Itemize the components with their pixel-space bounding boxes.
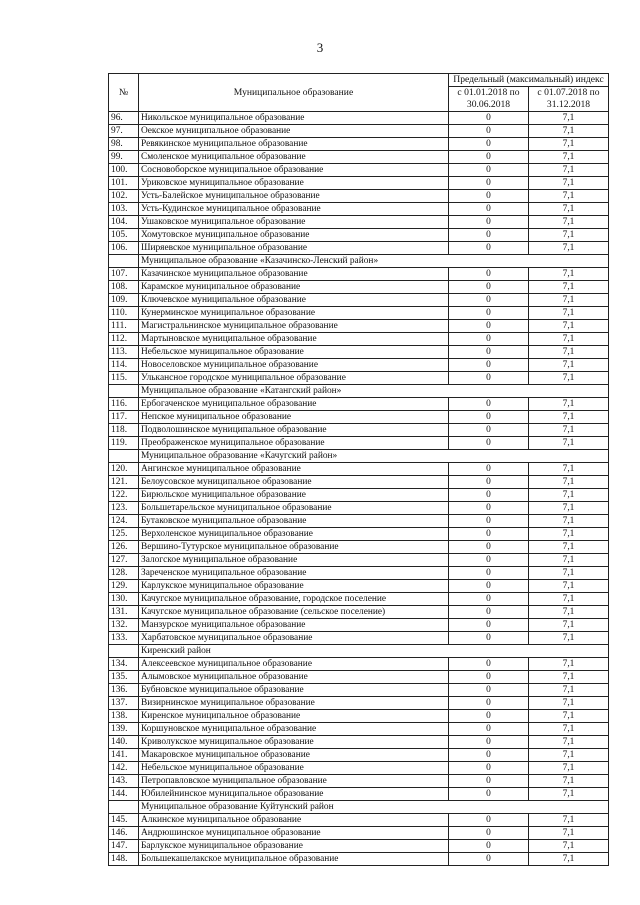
row-number: 114. [109,359,139,372]
row-number: 120. [109,463,139,476]
index-period-2: 7,1 [529,489,609,502]
municipal-index-table [108,73,609,866]
municipality-name: Качугское муниципальное образование (сельское поселение) [139,606,449,619]
row-number: 122. [109,489,139,502]
municipality-name: Мартыновское муниципальное образование [139,333,449,346]
municipality-name: Непское муниципальное образование [139,411,449,424]
municipality-name: Петропавловское муниципальное образование [139,775,449,788]
table-row [109,294,609,307]
index-period-2: 7,1 [529,112,609,125]
index-period-2: 7,1 [529,190,609,203]
row-number: 138. [109,710,139,723]
index-period-2: 7,1 [529,541,609,554]
municipality-name: Бубновское муниципальное образование [139,684,449,697]
index-period-1: 0 [449,190,529,203]
index-period-2: 7,1 [529,346,609,359]
row-number: 112. [109,333,139,346]
row-number: 125. [109,528,139,541]
municipality-name: Новоселовское муниципальное образование [139,359,449,372]
table-row [109,749,609,762]
row-number: 103. [109,203,139,216]
row-number: 107. [109,268,139,281]
municipality-name: Сосновоборское муниципальное образование [139,164,449,177]
table-row [109,346,609,359]
table-row [109,580,609,593]
table-row [109,307,609,320]
municipality-name: Большекашелакское муниципальное образование [139,853,449,866]
table-row [109,281,609,294]
municipality-name: Магистральнинское муниципальное образование [139,320,449,333]
index-period-2: 7,1 [529,229,609,242]
row-number: 102. [109,190,139,203]
index-period-1: 0 [449,853,529,866]
index-period-1: 0 [449,476,529,489]
table-row [109,619,609,632]
table-row [109,177,609,190]
table-row [109,554,609,567]
index-period-1: 0 [449,424,529,437]
page-number: 3 [316,40,324,55]
section-title: Муниципальное образование «Качугский район» [139,450,609,463]
municipality-name: Ключевское муниципальное образование [139,294,449,307]
row-number: 137. [109,697,139,710]
index-period-2: 7,1 [529,333,609,346]
index-period-1: 0 [449,125,529,138]
table-row [109,203,609,216]
table-row [109,320,609,333]
section-title: Муниципальное образование Куйтунский район [139,801,609,814]
index-period-1: 0 [449,268,529,281]
index-period-1: 0 [449,307,529,320]
index-period-1: 0 [449,294,529,307]
index-period-1: 0 [449,346,529,359]
section-number-cell [109,801,139,814]
table-row [109,476,609,489]
index-period-2: 7,1 [529,268,609,281]
table-row [109,697,609,710]
municipality-name: Хомутовское муниципальное образование [139,229,449,242]
row-number: 104. [109,216,139,229]
header-period-1: с 01.01.2018 по 30.06.2018 [449,87,529,112]
municipality-name: Карлукское муниципальное образование [139,580,449,593]
section-number-cell [109,385,139,398]
index-period-2: 7,1 [529,632,609,645]
index-period-2: 7,1 [529,840,609,853]
municipality-name: Ревякинское муниципальное образование [139,138,449,151]
table-row [109,437,609,450]
table-row [109,723,609,736]
municipality-name: Алымовское муниципальное образование [139,671,449,684]
municipality-name: Небельское муниципальное образование [139,762,449,775]
index-period-1: 0 [449,359,529,372]
index-period-2: 7,1 [529,294,609,307]
index-period-1: 0 [449,567,529,580]
row-number: 147. [109,840,139,853]
index-period-2: 7,1 [529,749,609,762]
table-row [109,762,609,775]
index-period-1: 0 [449,697,529,710]
index-period-1: 0 [449,736,529,749]
row-number: 111. [109,320,139,333]
municipality-name: Уриковское муниципальное образование [139,177,449,190]
municipality-name: Вершино-Тутурское муниципальное образование [139,541,449,554]
index-period-1: 0 [449,840,529,853]
row-number: 136. [109,684,139,697]
municipality-name: Качугское муниципальное образование, городское поселение [139,593,449,606]
row-number: 126. [109,541,139,554]
municipality-name: Андрюшинское муниципальное образование [139,827,449,840]
table-row [109,853,609,866]
section-row [109,801,609,814]
table-row [109,229,609,242]
index-period-2: 7,1 [529,567,609,580]
index-period-2: 7,1 [529,853,609,866]
row-number: 124. [109,515,139,528]
index-period-2: 7,1 [529,697,609,710]
row-number: 117. [109,411,139,424]
header-max-index: Предельный (максимальный) индекс [449,74,609,87]
row-number: 109. [109,294,139,307]
index-period-2: 7,1 [529,528,609,541]
index-period-1: 0 [449,216,529,229]
municipality-name: Подволошинское муниципальное образование [139,424,449,437]
index-period-2: 7,1 [529,736,609,749]
index-period-1: 0 [449,515,529,528]
index-period-2: 7,1 [529,827,609,840]
row-number: 105. [109,229,139,242]
index-period-2: 7,1 [529,307,609,320]
index-period-2: 7,1 [529,437,609,450]
row-number: 99. [109,151,139,164]
row-number: 100. [109,164,139,177]
index-period-2: 7,1 [529,242,609,255]
table-row [109,684,609,697]
index-period-1: 0 [449,229,529,242]
index-period-2: 7,1 [529,125,609,138]
index-period-1: 0 [449,658,529,671]
index-period-1: 0 [449,554,529,567]
municipality-name: Юбилейнинское муниципальное образование [139,788,449,801]
municipality-name: Алексеевское муниципальное образование [139,658,449,671]
index-period-2: 7,1 [529,359,609,372]
index-period-2: 7,1 [529,164,609,177]
index-period-1: 0 [449,528,529,541]
index-period-1: 0 [449,203,529,216]
row-number: 123. [109,502,139,515]
header-number: № [109,74,139,112]
section-row [109,645,609,658]
row-number: 135. [109,671,139,684]
index-period-1: 0 [449,164,529,177]
row-number: 115. [109,372,139,385]
index-period-2: 7,1 [529,658,609,671]
municipality-name: Верхоленское муниципальное образование [139,528,449,541]
index-period-2: 7,1 [529,177,609,190]
row-number: 148. [109,853,139,866]
row-number: 118. [109,424,139,437]
index-period-1: 0 [449,710,529,723]
table-row [109,125,609,138]
index-period-2: 7,1 [529,580,609,593]
index-period-2: 7,1 [529,476,609,489]
index-period-2: 7,1 [529,203,609,216]
index-period-2: 7,1 [529,619,609,632]
row-number: 132. [109,619,139,632]
table-row [109,164,609,177]
index-period-2: 7,1 [529,372,609,385]
index-period-1: 0 [449,411,529,424]
row-number: 96. [109,112,139,125]
table-row [109,606,609,619]
index-period-1: 0 [449,580,529,593]
municipality-name: Залогское муниципальное образование [139,554,449,567]
table-row [109,658,609,671]
index-period-1: 0 [449,593,529,606]
table-row [109,151,609,164]
municipality-name: Преображенское муниципальное образование [139,437,449,450]
index-period-1: 0 [449,138,529,151]
index-period-1: 0 [449,684,529,697]
municipality-name: Манзурское муниципальное образование [139,619,449,632]
table-row [109,242,609,255]
index-period-2: 7,1 [529,151,609,164]
section-row [109,450,609,463]
row-number: 119. [109,437,139,450]
row-number: 101. [109,177,139,190]
table-row [109,424,609,437]
row-number: 98. [109,138,139,151]
municipality-name: Кунерминское муниципальное образование [139,307,449,320]
index-period-1: 0 [449,502,529,515]
index-period-1: 0 [449,723,529,736]
index-period-2: 7,1 [529,138,609,151]
municipality-name: Улькансное городское муниципальное образование [139,372,449,385]
municipality-name: Никольское муниципальное образование [139,112,449,125]
row-number: 140. [109,736,139,749]
index-period-2: 7,1 [529,320,609,333]
table-row [109,840,609,853]
row-number: 142. [109,762,139,775]
municipality-name: Оекское муниципальное образование [139,125,449,138]
municipality-name: Барлукское муниципальное образование [139,840,449,853]
table-row [109,788,609,801]
index-period-2: 7,1 [529,723,609,736]
index-period-1: 0 [449,606,529,619]
row-number: 133. [109,632,139,645]
row-number: 127. [109,554,139,567]
index-period-2: 7,1 [529,788,609,801]
header-municipality: Муниципальное образование [139,74,449,112]
index-period-2: 7,1 [529,775,609,788]
table-header [109,74,609,112]
row-number: 108. [109,281,139,294]
municipality-name: Ушаковское муниципальное образование [139,216,449,229]
index-period-1: 0 [449,151,529,164]
row-number: 131. [109,606,139,619]
section-number-cell [109,645,139,658]
header-period-2: с 01.07.2018 по 31.12.2018 [529,87,609,112]
section-number-cell [109,450,139,463]
index-period-1: 0 [449,489,529,502]
table-row [109,528,609,541]
section-title: Муниципальное образование «Казачинско-Ленский район» [139,255,609,268]
index-period-2: 7,1 [529,424,609,437]
index-period-2: 7,1 [529,593,609,606]
municipality-name: Карамское муниципальное образование [139,281,449,294]
municipality-name: Криволукское муниципальное образование [139,736,449,749]
municipality-name: Большетарельское муниципальное образование [139,502,449,515]
index-period-1: 0 [449,398,529,411]
table-row [109,671,609,684]
index-period-1: 0 [449,827,529,840]
index-period-1: 0 [449,788,529,801]
table-row [109,372,609,385]
row-number: 121. [109,476,139,489]
index-period-2: 7,1 [529,216,609,229]
index-period-2: 7,1 [529,684,609,697]
municipality-name: Визирнинское муниципальное образование [139,697,449,710]
table-row [109,463,609,476]
row-number: 134. [109,658,139,671]
row-number: 128. [109,567,139,580]
row-number: 116. [109,398,139,411]
section-row [109,255,609,268]
index-period-1: 0 [449,541,529,554]
index-period-2: 7,1 [529,502,609,515]
section-row [109,385,609,398]
section-title: Муниципальное образование «Катангский район» [139,385,609,398]
row-number: 113. [109,346,139,359]
municipality-name: Белоусовское муниципальное образование [139,476,449,489]
table-row [109,775,609,788]
index-period-1: 0 [449,671,529,684]
table-row [109,515,609,528]
index-period-1: 0 [449,619,529,632]
row-number: 139. [109,723,139,736]
table-row [109,333,609,346]
index-period-2: 7,1 [529,463,609,476]
table-row [109,190,609,203]
municipality-name: Макаровское муниципальное образование [139,749,449,762]
row-number: 97. [109,125,139,138]
municipality-name: Ербогаченское муниципальное образование [139,398,449,411]
index-period-1: 0 [449,632,529,645]
table-row [109,502,609,515]
table-body [109,112,609,866]
row-number: 110. [109,307,139,320]
index-period-1: 0 [449,320,529,333]
table-row [109,736,609,749]
index-period-2: 7,1 [529,671,609,684]
index-period-2: 7,1 [529,710,609,723]
index-period-1: 0 [449,242,529,255]
municipality-name: Небельское муниципальное образование [139,346,449,359]
table-row [109,359,609,372]
index-period-2: 7,1 [529,814,609,827]
row-number: 145. [109,814,139,827]
table-row [109,567,609,580]
index-period-1: 0 [449,762,529,775]
index-period-1: 0 [449,814,529,827]
municipality-name: Коршуновское муниципальное образование [139,723,449,736]
municipality-name: Казачинское муниципальное образование [139,268,449,281]
row-number: 130. [109,593,139,606]
row-number: 129. [109,580,139,593]
index-period-1: 0 [449,775,529,788]
municipality-name: Усть-Балейское муниципальное образование [139,190,449,203]
row-number: 141. [109,749,139,762]
index-period-2: 7,1 [529,398,609,411]
table-row [109,593,609,606]
index-period-2: 7,1 [529,411,609,424]
municipality-name: Ширяевское муниципальное образование [139,242,449,255]
index-period-2: 7,1 [529,515,609,528]
municipality-name: Алкинское муниципальное образование [139,814,449,827]
table-row [109,216,609,229]
municipality-name: Бирюльское муниципальное образование [139,489,449,502]
municipality-name: Ангинское муниципальное образование [139,463,449,476]
index-period-2: 7,1 [529,554,609,567]
table-row [109,398,609,411]
index-period-1: 0 [449,749,529,762]
row-number: 146. [109,827,139,840]
table-row [109,710,609,723]
municipality-name: Усть-Кудинское муниципальное образование [139,203,449,216]
row-number: 143. [109,775,139,788]
municipality-name: Бутаковское муниципальное образование [139,515,449,528]
table-row [109,814,609,827]
section-title: Киренский район [139,645,609,658]
row-number: 144. [109,788,139,801]
table-row [109,112,609,125]
section-number-cell [109,255,139,268]
municipality-name: Харбатовское муниципальное образование [139,632,449,645]
index-period-1: 0 [449,112,529,125]
table-row [109,541,609,554]
index-period-1: 0 [449,463,529,476]
table-row [109,268,609,281]
index-period-1: 0 [449,177,529,190]
municipality-name: Смоленское муниципальное образование [139,151,449,164]
index-period-1: 0 [449,281,529,294]
index-period-1: 0 [449,372,529,385]
table-row [109,489,609,502]
table-row [109,632,609,645]
index-period-1: 0 [449,333,529,346]
index-period-2: 7,1 [529,762,609,775]
index-period-2: 7,1 [529,281,609,294]
municipality-name: Зареченское муниципальное образование [139,567,449,580]
table-row [109,138,609,151]
index-period-2: 7,1 [529,606,609,619]
row-number: 106. [109,242,139,255]
table-row [109,827,609,840]
table-row [109,411,609,424]
municipality-name: Киренское муниципальное образование [139,710,449,723]
index-period-1: 0 [449,437,529,450]
